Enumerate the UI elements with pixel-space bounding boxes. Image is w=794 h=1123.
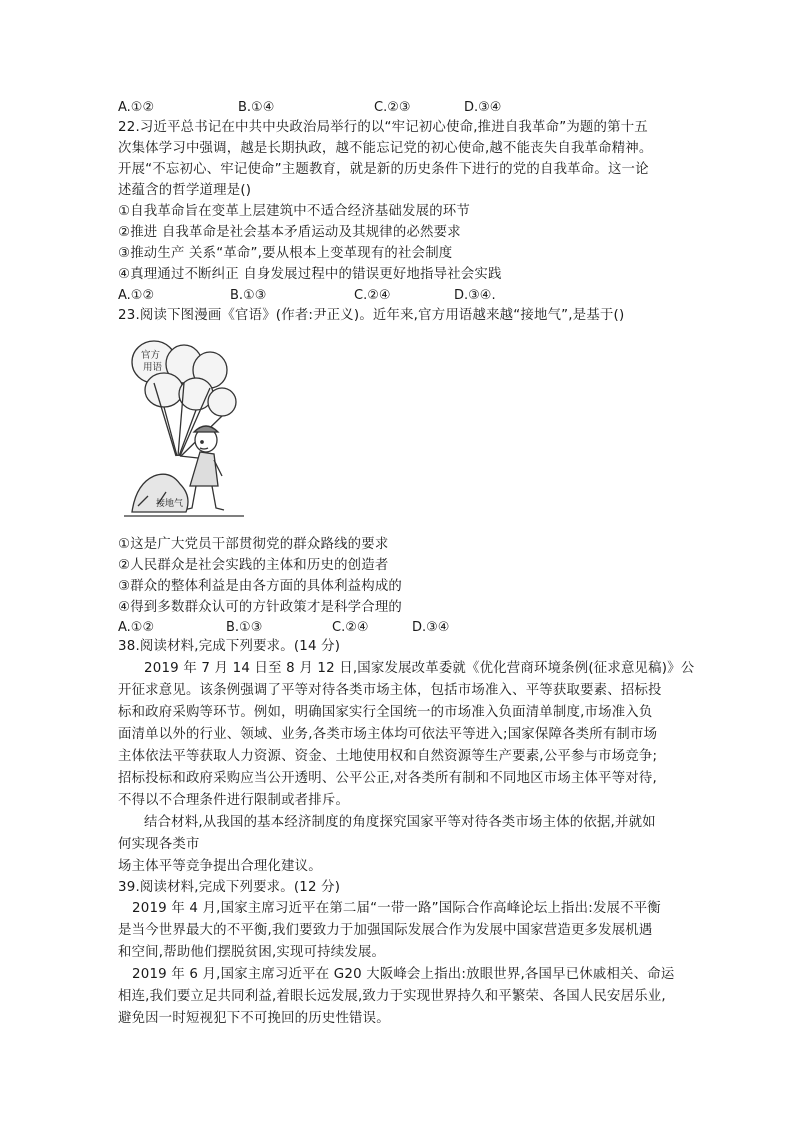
q21-options (118, 99, 718, 117)
balloon-text-2: 用语 (143, 362, 163, 373)
q22-option-a: A.①② (118, 288, 155, 303)
q39-material-line-4: 2019 年 6 月,国家主席习近平在 G20 大阪峰会上指出:放眼世界,各国早已休戚相关、命运 (132, 967, 675, 982)
q39-material-line-1: 2019 年 4 月,国家主席习近平在第二届“一带一路”国际合作高峰论坛上指出:发展不平衡 (132, 901, 661, 916)
q23-stem: 23.阅读下图漫画《官语》(作者:尹正义)。近年来,官方用语越来越“接地气”,是基于() (118, 308, 625, 323)
q38-material-line-5: 主体依法平等获取人力资源、资金、土地使用权和自然资源等生产要素,公平参与市场竞争; (118, 749, 658, 764)
cartoon-official-language (118, 336, 250, 522)
q38-requirement-line-3: 场主体平等竞争提出合理化建议。 (118, 859, 322, 874)
q38-material-line-2: 开征求意见。该条例强调了平等对待各类市场主体，包括市场准入、平等获取要素、招标投 (118, 683, 662, 698)
q21-option-a: A.①② (118, 100, 155, 115)
q21-option-d: D.③④ (464, 100, 502, 115)
q38-material-line-4: 面清单以外的行业、领域、业务,各类市场主体均可依法平等进入;国家保障各类所有制市场 (118, 727, 658, 742)
q23-option-d: D.③④ (412, 620, 450, 635)
q21-option-c: C.②③ (374, 100, 411, 115)
q23-option-a: A.①② (118, 620, 155, 635)
q22-option-c: C.②④ (354, 288, 391, 303)
q22-stem-line-1: 22.习近平总书记在中共中央政治局举行的以“牢记初心使命,推进自我革命”为题的第十五 (118, 120, 648, 135)
q38-material-line-1: 2019 年 7 月 14 日至 8 月 12 日,国家发展改革委就《优化营商环境条例(征求意见稿)》公 (144, 661, 695, 676)
q22-statement-2: ②推进 自我革命是社会基本矛盾运动及其规律的必然要求 (118, 225, 461, 240)
q23-statement-2: ②人民群众是社会实践的主体和历史的创造者 (118, 558, 389, 573)
q39-material-line-5: 相连,我们要立足共同利益,着眼长远发展,致力于实现世界持久和平繁荣、各国人民安居乐业, (118, 989, 666, 1004)
q22-option-d: D.③④. (454, 288, 496, 303)
q38-material-line-7: 不得以不合理条件进行限制或者排斥。 (118, 793, 350, 808)
q39-material-line-6: 避免因一时短视犯下不可挽回的历史性错误。 (118, 1011, 390, 1026)
q23-statement-4: ④得到多数群众认可的方针政策才是科学合理的 (118, 600, 403, 615)
ground-text: 接地气 (156, 499, 184, 509)
q39-title: 39.阅读材料,完成下列要求。(12 分) (118, 880, 341, 895)
q22-statement-4: ④真理通过不断纠正 自身发展过程中的错误更好地指导社会实践 (118, 267, 502, 282)
q23-option-c: C.②④ (332, 620, 369, 635)
q22-statement-3: ③推动生产 关系“革命”,要从根本上变革现有的社会制度 (118, 246, 453, 261)
q22-stem-line-3: 开展“不忘初心、牢记使命”主题教育，就是新的历史条件下进行的党的自我革命。这一论 (118, 162, 649, 177)
q39-material-line-2: 是当今世界最大的不平衡,我们要致力于加强国际发展合作为发展中国家营造更多发展机遇 (118, 923, 653, 938)
q21-option-b: B.①④ (238, 100, 275, 115)
q22-statement-1: ①自我革命旨在变革上层建筑中不适合经济基础发展的环节 (118, 204, 470, 219)
q38-material-line-3: 标和政府采购等环节。例如，明确国家实行全国统一的市场准入负面清单制度,市场准入负 (118, 705, 653, 720)
q22-option-b: B.①③ (230, 288, 267, 303)
q38-material-line-6: 招标投标和政府采购应当公开透明、公平公正,对各类所有制和不同地区市场主体平等对待, (118, 771, 657, 786)
q23-statement-3: ③群众的整体利益是由各方面的具体利益构成的 (118, 579, 403, 594)
q38-title: 38.阅读材料,完成下列要求。(14 分) (118, 639, 341, 654)
q22-stem-line-4: 述蕴含的哲学道理是() (118, 183, 252, 198)
q23-statement-1: ①这是广大党员干部贯彻党的群众路线的要求 (118, 537, 389, 552)
q22-options (118, 287, 718, 305)
q38-requirement-line-1: 结合材料,从我国的基本经济制度的角度探究国家平等对待各类市场主体的依据,并就如 (144, 815, 656, 830)
q23-option-b: B.①③ (226, 620, 263, 635)
q22-stem-line-2: 次集体学习中强调，越是长期执政，越不能忘记党的初心使命,越不能丧失自我革命精神。 (118, 141, 653, 156)
q39-material-line-3: 和空间,帮助他们摆脱贫困,实现可持续发展。 (118, 945, 386, 960)
q23-options (118, 619, 718, 637)
balloon-text-1: 官方 (141, 350, 161, 361)
q38-requirement-line-2: 何实现各类市 (118, 837, 200, 852)
